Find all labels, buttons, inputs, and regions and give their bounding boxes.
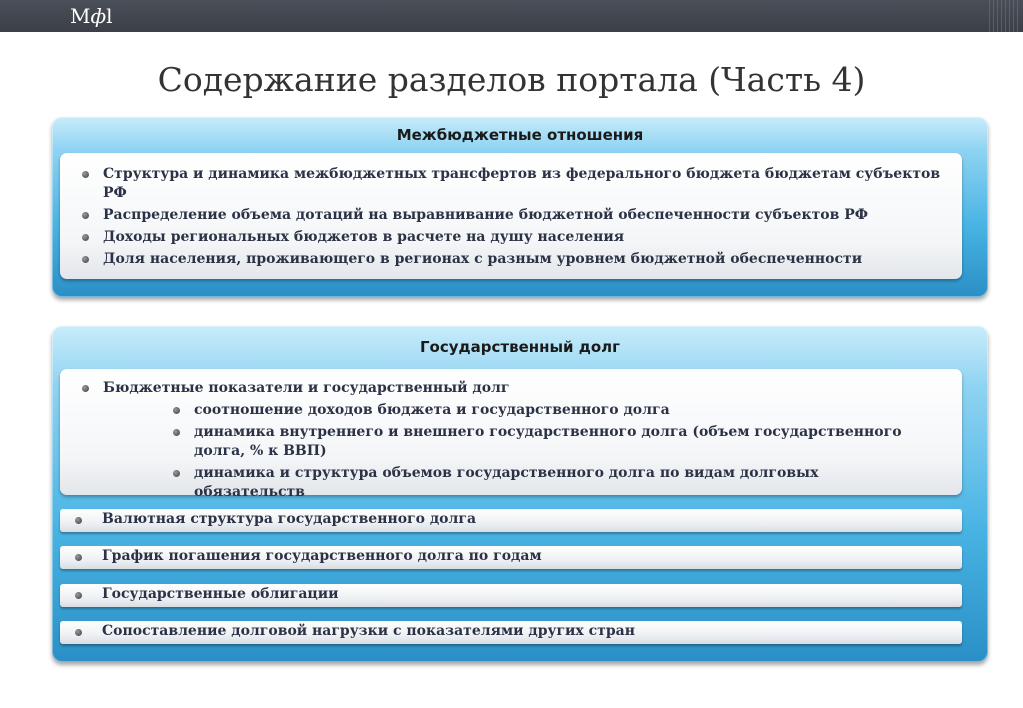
- bullet-icon: [75, 592, 82, 599]
- list-item-text: Распределение объема дотаций на выравнивание бюджетной обеспеченности субъектов РФ: [103, 207, 869, 223]
- strip-item-text: Государственные облигации: [102, 586, 339, 602]
- list-item: [60, 379, 962, 398]
- bullet-icon: [173, 429, 180, 436]
- list-item: [60, 206, 962, 225]
- bullet-icon: [82, 385, 89, 392]
- sub-list-item-text: динамика и структура объемов государственного долга по видам долговых обязательств: [194, 465, 819, 500]
- list-item-text: Структура и динамика межбюджетных трансфертов из федерального бюджета бюджетам субъектов РФ: [103, 166, 941, 201]
- bullet-list: [60, 153, 962, 269]
- logo-suffix: l: [106, 4, 113, 28]
- slide-title: Содержание разделов портала (Часть 4): [157, 60, 866, 99]
- list-item-text: Доля населения, проживающего в регионах с разным уровнем бюджетной обеспеченности: [103, 251, 863, 267]
- panel-interbudget-relations: [52, 117, 988, 297]
- sub-list-item-text: соотношение доходов бюджета и государственного долга: [194, 402, 670, 418]
- bullet-icon: [82, 234, 89, 241]
- panel-card: [60, 153, 962, 279]
- bullet-icon: [82, 212, 89, 219]
- logo: [70, 4, 113, 28]
- panel-state-debt: [52, 326, 988, 662]
- list-item-text: Бюджетные показатели и государственный долг: [103, 380, 510, 396]
- strip-item-text: График погашения государственного долга по годам: [102, 548, 542, 564]
- strip-item-text: Валютная структура государственного долга: [102, 511, 477, 527]
- panel-title: Государственный долг: [419, 338, 621, 356]
- bullet-icon: [82, 171, 89, 178]
- bullet-icon: [173, 407, 180, 414]
- bullet-icon: [75, 517, 82, 524]
- sub-list-item: [60, 464, 962, 502]
- bullet-icon: [75, 554, 82, 561]
- bullet-icon: [173, 470, 180, 477]
- list-item-text: Доходы региональных бюджетов в расчете на душу населения: [103, 229, 625, 245]
- panel-card: [60, 369, 962, 500]
- bullet-list: [60, 369, 962, 502]
- sub-list-item: [60, 423, 962, 461]
- list-item: [60, 250, 962, 269]
- strip-item-text: Сопоставление долговой нагрузки с показателями других стран: [102, 623, 635, 639]
- panel-title: Межбюджетные отношения: [396, 126, 644, 144]
- top-bar: [0, 0, 1023, 32]
- decorative-lines: [989, 0, 1019, 32]
- list-item: [60, 165, 962, 203]
- strip-item: [60, 584, 962, 607]
- strip-item: [60, 546, 962, 569]
- sub-list-item: [60, 401, 962, 420]
- strip-item: [60, 509, 962, 532]
- logo-prefix: М: [70, 4, 91, 28]
- sub-list-item-text: динамика внутреннего и внешнего государственного долга (объем государственного долга, % к ВВП): [194, 424, 902, 459]
- strip-item: [60, 621, 962, 644]
- bullet-icon: [82, 256, 89, 263]
- bullet-icon: [75, 629, 82, 636]
- list-item: [60, 228, 962, 247]
- logo-italic: ф: [90, 4, 107, 28]
